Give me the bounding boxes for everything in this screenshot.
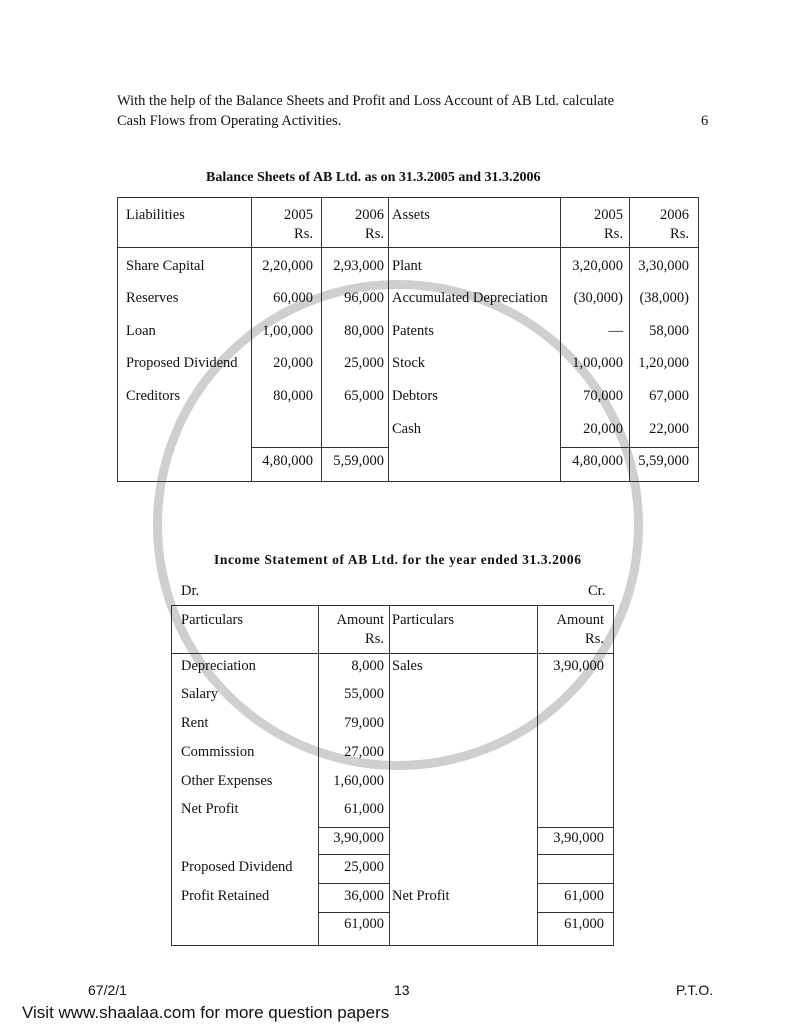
debit-total: 3,90,000 [333,830,384,846]
asset-2006: 3,30,000 [638,258,689,274]
debit-item: Rent [181,715,209,731]
total-line [318,912,389,913]
total-assets-2006: 5,59,000 [638,453,689,469]
credit-total: 3,90,000 [553,830,604,846]
header-liabilities: Liabilities [126,207,185,223]
debit-item: Proposed Dividend [181,859,293,875]
asset-2006: 1,20,000 [638,355,689,371]
total-line [537,883,613,884]
debit-total: 61,000 [344,916,384,932]
question-marks: 6 [701,113,709,129]
liability-2005: 2,20,000 [262,258,313,274]
header-2006: 2006 [355,207,384,223]
header-rs: Rs. [365,226,384,242]
liability-2005: 60,000 [273,290,313,306]
total-line [318,883,389,884]
question-text-line2: Cash Flows from Operating Activities. [117,113,342,129]
asset-name: Cash [392,421,421,437]
liability-2006: 65,000 [344,388,384,404]
total-liabilities-2005: 4,80,000 [262,453,313,469]
header-2006: 2006 [660,207,689,223]
pto-label: P.T.O. [676,982,714,998]
page-number: 13 [394,982,410,998]
asset-name: Stock [392,355,426,371]
header-rs: Rs. [365,631,384,647]
income-statement-title: Income Statement of AB Ltd. for the year ended 31.3.2006 [214,552,582,567]
question-text-line1: With the help of the Balance Sheets and Profit and Loss Account of AB Ltd. calculate [117,93,615,109]
asset-2006: 58,000 [649,323,689,339]
credit-amount: 3,90,000 [553,658,604,674]
total-line [537,912,613,913]
liability-name: Share Capital [126,258,205,274]
column-divider [389,605,390,945]
credit-amount: 61,000 [564,888,604,904]
liability-2006: 2,93,000 [333,258,384,274]
column-divider [537,605,538,945]
liability-2005: 80,000 [273,388,313,404]
header-amount: Amount [556,612,604,628]
liability-name: Creditors [126,388,180,404]
debit-item: Commission [181,744,255,760]
header-assets: Assets [392,207,430,223]
header-2005: 2005 [594,207,623,223]
header-amount: Amount [336,612,384,628]
debit-amount: 55,000 [344,686,384,702]
header-particulars: Particulars [392,612,455,628]
debit-item: Salary [181,686,219,702]
debit-amount: 8,000 [351,658,384,674]
total-line [318,854,389,855]
header-rs: Rs. [604,226,623,242]
asset-name: Debtors [392,388,438,404]
credit-label: Cr. [588,583,606,599]
debit-amount: 61,000 [344,801,384,817]
liability-name: Proposed Dividend [126,355,238,371]
asset-2006: 67,000 [649,388,689,404]
debit-item: Profit Retained [181,888,270,904]
liability-2005: 1,00,000 [262,323,313,339]
asset-2006: (38,000) [639,290,689,306]
header-rs: Rs. [585,631,604,647]
credit-item: Net Profit [392,888,450,904]
total-line [537,854,613,855]
header-particulars: Particulars [181,612,244,628]
debit-amount: 27,000 [344,744,384,760]
liability-name: Loan [126,323,156,339]
debit-label: Dr. [181,583,200,599]
asset-2005: 70,000 [583,388,623,404]
liability-name: Reserves [126,290,179,306]
asset-2005: 3,20,000 [572,258,623,274]
liability-2005: 20,000 [273,355,313,371]
asset-name: Accumulated Depreciation [392,290,548,306]
header-rs: Rs. [670,226,689,242]
asset-2005: 20,000 [583,421,623,437]
debit-amount: 79,000 [344,715,384,731]
debit-amount: 25,000 [344,859,384,875]
liability-2006: 96,000 [344,290,384,306]
header-divider [171,653,613,654]
balance-sheet-title: Balance Sheets of AB Ltd. as on 31.3.2005 and 31.3.2006 [206,170,541,185]
asset-2005: (30,000) [573,290,623,306]
credit-total: 61,000 [564,916,604,932]
asset-2006: 22,000 [649,421,689,437]
asset-name: Patents [392,323,434,339]
column-divider [318,605,319,945]
liability-2006: 25,000 [344,355,384,371]
asset-2005: — [608,323,623,339]
debit-amount: 1,60,000 [333,773,384,789]
total-line [537,827,613,828]
total-liabilities-2006: 5,59,000 [333,453,384,469]
credit-item: Sales [392,658,423,674]
header-2005: 2005 [284,207,313,223]
debit-amount: 36,000 [344,888,384,904]
debit-item: Net Profit [181,801,239,817]
total-assets-2005: 4,80,000 [572,453,623,469]
total-line [318,827,389,828]
promo-link[interactable]: Visit www.shaalaa.com for more question papers [22,1003,390,1022]
liability-2006: 80,000 [344,323,384,339]
header-rs: Rs. [294,226,313,242]
debit-item: Other Expenses [181,773,273,789]
asset-name: Plant [392,258,422,274]
asset-2005: 1,00,000 [572,355,623,371]
paper-code: 67/2/1 [88,982,127,998]
debit-item: Depreciation [181,658,256,674]
